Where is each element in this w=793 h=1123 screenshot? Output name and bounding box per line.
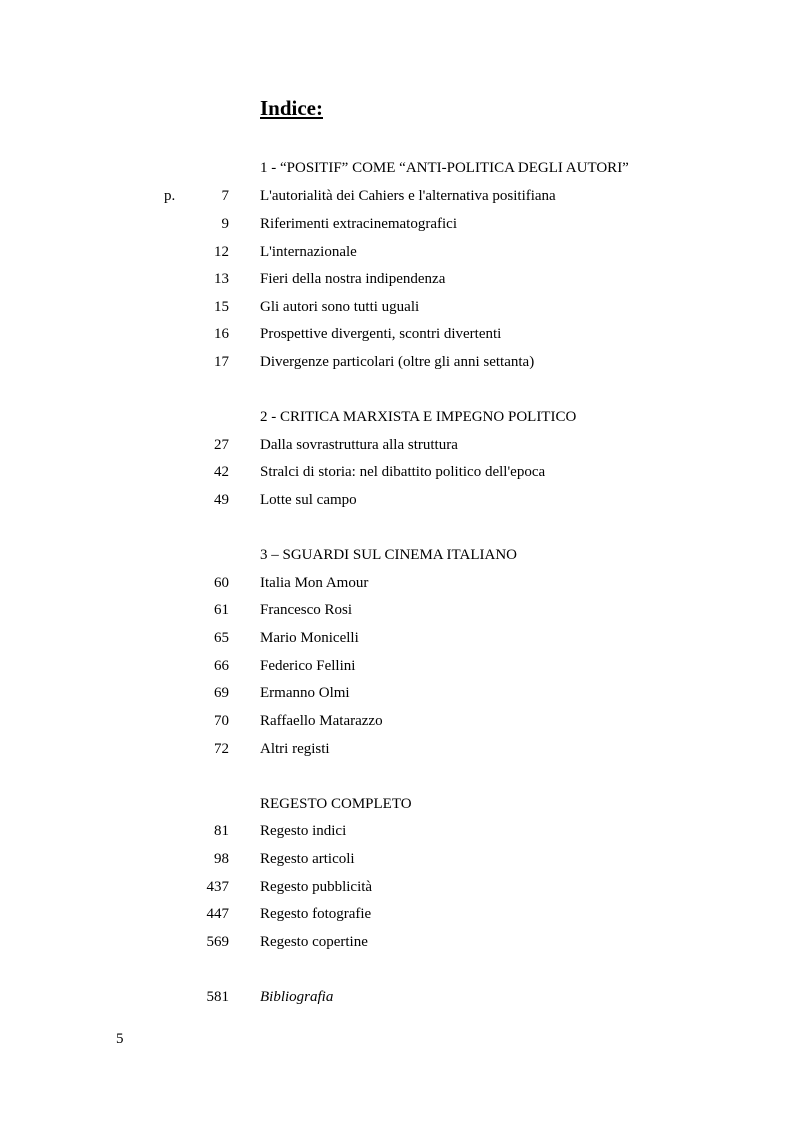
toc-page-number: 15 bbox=[214, 299, 229, 315]
toc-section-heading bbox=[0, 157, 793, 179]
toc-page-number: 581 bbox=[206, 989, 229, 1005]
toc-page-number: 27 bbox=[214, 437, 229, 453]
toc-page-number: 61 bbox=[214, 602, 229, 618]
toc-entry bbox=[0, 627, 793, 649]
toc-entry bbox=[0, 599, 793, 621]
toc-section-title: 3 – SGUARDI SUL CINEMA ITALIANO bbox=[260, 547, 517, 563]
toc-entry-title: L'internazionale bbox=[260, 244, 357, 260]
toc-page-number: 12 bbox=[214, 244, 229, 260]
toc-entry-title: Bibliografia bbox=[260, 989, 334, 1005]
toc-entry bbox=[0, 461, 793, 483]
toc-entry-title: Fieri della nostra indipendenza bbox=[260, 271, 446, 287]
toc-entry bbox=[0, 903, 793, 925]
toc-entry bbox=[0, 351, 793, 373]
page-prefix: p. bbox=[164, 188, 176, 204]
toc-page-number: 72 bbox=[214, 741, 229, 757]
toc-entry bbox=[0, 710, 793, 732]
toc-entry bbox=[0, 489, 793, 511]
toc-entry bbox=[0, 323, 793, 345]
toc-section-heading bbox=[0, 793, 793, 815]
toc-entry-title: Divergenze particolari (oltre gli anni settanta) bbox=[260, 354, 535, 370]
toc-entry bbox=[0, 434, 793, 456]
toc-page-number: 447 bbox=[206, 906, 229, 922]
toc-entry-title: Stralci di storia: nel dibattito politico dell'epoca bbox=[260, 464, 546, 480]
toc-page-number: 81 bbox=[214, 823, 229, 839]
toc-entry-title: Prospettive divergenti, scontri divertenti bbox=[260, 326, 502, 342]
toc-entry bbox=[0, 185, 793, 207]
toc-page-number: 569 bbox=[206, 934, 229, 950]
toc-page-number: 65 bbox=[214, 630, 229, 646]
toc-section-heading bbox=[0, 406, 793, 428]
toc-page-number: 13 bbox=[214, 271, 229, 287]
toc-page-number: 70 bbox=[214, 713, 229, 729]
toc-entry-title: Francesco Rosi bbox=[260, 602, 353, 618]
toc-entry bbox=[0, 876, 793, 898]
toc-entry bbox=[0, 241, 793, 263]
toc-entry bbox=[0, 655, 793, 677]
toc-entry-title: Altri registi bbox=[260, 741, 330, 757]
toc-entry-title: Mario Monicelli bbox=[260, 630, 359, 646]
toc-page-number: 49 bbox=[214, 492, 229, 508]
toc-page-number: 9 bbox=[221, 216, 229, 232]
toc-entry-title: Italia Mon Amour bbox=[260, 575, 369, 591]
toc-page-number: 16 bbox=[214, 326, 229, 342]
toc-entry bbox=[0, 986, 793, 1008]
toc-page-number: 437 bbox=[206, 879, 229, 895]
toc-page-number: 42 bbox=[214, 464, 229, 480]
toc-entry bbox=[0, 268, 793, 290]
toc-page-number: 66 bbox=[214, 658, 229, 674]
toc-entry bbox=[0, 848, 793, 870]
toc-entry-title: Regesto copertine bbox=[260, 934, 368, 950]
toc-page-number: 98 bbox=[214, 851, 229, 867]
toc-entry-title: Regesto fotografie bbox=[260, 906, 372, 922]
toc-section-title: REGESTO COMPLETO bbox=[260, 796, 412, 812]
toc-entry-title: Regesto articoli bbox=[260, 851, 355, 867]
toc-entry-title: Riferimenti extracinematografici bbox=[260, 216, 457, 232]
toc-section-title: 2 - CRITICA MARXISTA E IMPEGNO POLITICO bbox=[260, 409, 577, 425]
toc-entry bbox=[0, 931, 793, 953]
toc-entry-title: Raffaello Matarazzo bbox=[260, 713, 383, 729]
toc-entry-title: Ermanno Olmi bbox=[260, 685, 350, 701]
toc-entry-title: Gli autori sono tutti uguali bbox=[260, 299, 420, 315]
toc-page-number: 60 bbox=[214, 575, 229, 591]
toc-entry bbox=[0, 820, 793, 842]
toc-entry bbox=[0, 213, 793, 235]
toc-page-number: 17 bbox=[214, 354, 229, 370]
toc-entry bbox=[0, 572, 793, 594]
toc-entry bbox=[0, 738, 793, 760]
page-number: 5 bbox=[116, 1031, 124, 1047]
toc-entry-title: Regesto pubblicità bbox=[260, 879, 373, 895]
toc-entry-title: L'autorialità dei Cahiers e l'alternativa positifiana bbox=[260, 188, 556, 204]
toc-entry-title: Regesto indici bbox=[260, 823, 347, 839]
toc-section-title: 1 - “POSITIF” COME “ANTI-POLITICA DEGLI AUTORI” bbox=[260, 160, 629, 176]
toc-page-number: 7 bbox=[221, 188, 229, 204]
toc-entry bbox=[0, 682, 793, 704]
toc-page-number: 69 bbox=[214, 685, 229, 701]
page-title: Indice: bbox=[260, 96, 323, 120]
toc-entry-title: Dalla sovrastruttura alla struttura bbox=[260, 437, 458, 453]
toc-entry-title: Lotte sul campo bbox=[260, 492, 357, 508]
toc-section-heading bbox=[0, 544, 793, 566]
toc-entry-title: Federico Fellini bbox=[260, 658, 356, 674]
toc-entry bbox=[0, 296, 793, 318]
